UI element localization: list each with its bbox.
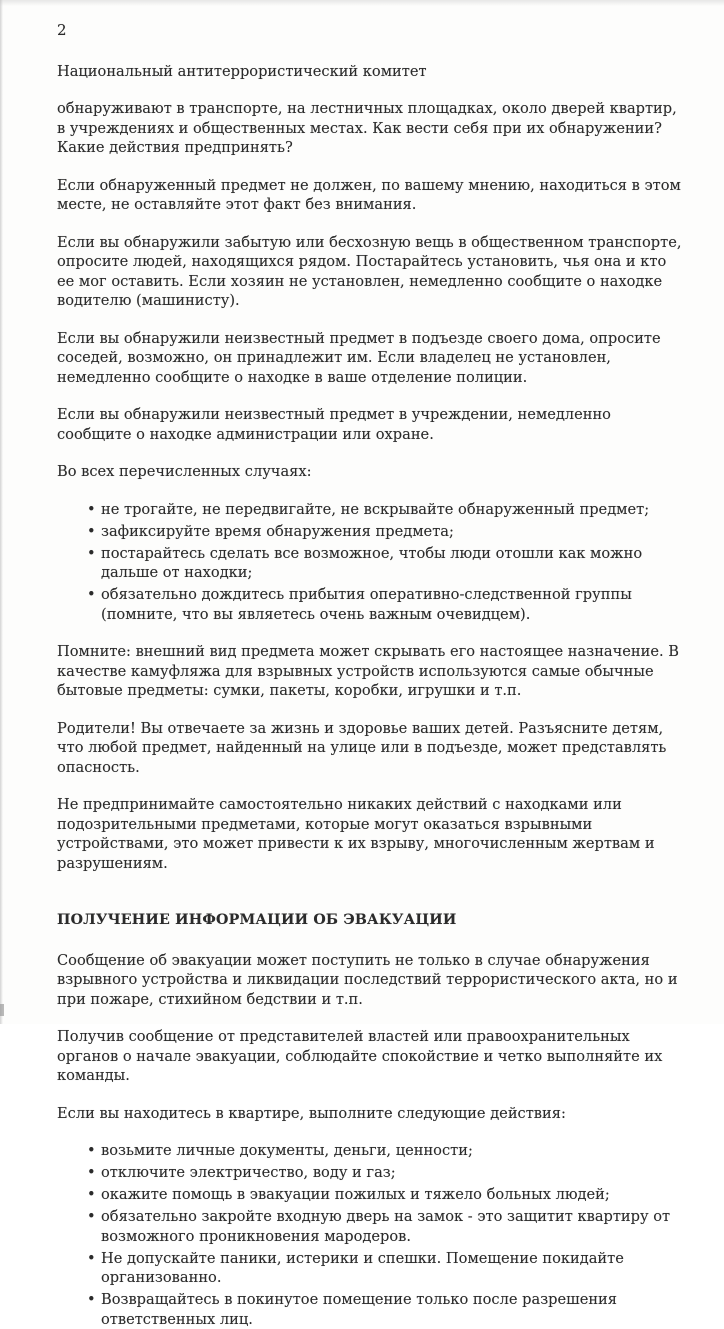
list-item xyxy=(87,1141,688,1161)
list-item-text: окажите помощь в эвакуации пожилых и тяжело больных людей; xyxy=(101,1186,610,1203)
paragraph-do-not-act-yourself: Не предпринимайте самостоятельно никаких действий с находками или подозрительными предметами, которые могут оказаться взрывными устройствами, это может привести к их взрыву, многочисленным жертвам и разрушениям. xyxy=(57,796,655,872)
list-item xyxy=(87,1185,688,1205)
list-item xyxy=(87,585,688,624)
paragraph-follow-authorities: Получив сообщение от представителей властей или правоохранительных органов о начале эвакуации, соблюдайте спокойствие и четко выполняйте их команды. xyxy=(57,1028,663,1084)
evacuation-actions-list xyxy=(57,1141,688,1329)
bullet-icon: • xyxy=(87,500,96,518)
paragraph-continuation-where-found: обнаруживают в транспорте, на лестничных площадках, около дверей квартир, в учреждениях и общественных местах. Как вести себя при их обнаружении? Какие действия предпринять? xyxy=(57,100,677,156)
section-heading-evacuation: ПОЛУЧЕНИЕ ИНФОРМАЦИИ ОБ ЭВАКУАЦИИ xyxy=(57,912,457,928)
paragraph-evacuation-message-sources: Сообщение об эвакуации может поступить не только в случае обнаружения взрывного устройства и ликвидации последствий террористического акта, но и при пожаре, стихийном бедствии и т.п. xyxy=(57,951,678,1008)
paragraph-all-cases-intro: Во всех перечисленных случаях: xyxy=(57,463,312,480)
page-number: 2 xyxy=(57,21,67,39)
paragraph-institution: Если вы обнаружили неизвестный предмет в учреждении, немедленно сообщите о находке администрации или охране. xyxy=(57,406,611,443)
bullet-icon: • xyxy=(87,1291,96,1308)
list-item xyxy=(87,544,688,583)
bullet-icon: • xyxy=(87,1164,96,1181)
paragraph-public-transport: Если вы обнаружили забытую или бесхозную вещь в общественном транспорте, опросите людей, находящихся рядом. Постарайтесь установить, чья она и кто ее мог оставить. Если хозяин не установлен, немедленно сообщите о находке водителю (машинисту). xyxy=(57,233,682,309)
list-item-text: возьмите личные документы, деньги, ценности; xyxy=(101,1142,473,1159)
list-item-text: отключите электричество, воду и газ; xyxy=(101,1164,396,1181)
list-item-text: Не допускайте паники, истерики и спешки. Помещение покидайте организованно. xyxy=(101,1249,624,1286)
paragraph-if-in-apartment-intro: Если вы находитесь в квартире, выполните следующие действия: xyxy=(57,1104,566,1122)
bullet-icon: • xyxy=(87,1208,96,1225)
paragraph-apartment-entrance: Если вы обнаружили неизвестный предмет в подъезде своего дома, опросите соседей, возможно, он принадлежит им. Если владелец не установлен, немедленно сообщите о находке в ваше отделение полиции. xyxy=(57,329,661,386)
list-item xyxy=(87,1207,688,1246)
list-item-text: постарайтесь сделать все возможное, чтобы люди отошли как можно дальше от находки; xyxy=(101,544,643,581)
bullet-icon: • xyxy=(87,1142,96,1159)
paragraph-parents-warning: Родители! Вы отвечаете за жизнь и здоровье ваших детей. Разъясните детям, что любой предмет, найденный на улице или в подъезде, может представлять опасность. xyxy=(57,719,667,776)
bullet-icon: • xyxy=(87,1249,96,1267)
bullet-icon: • xyxy=(87,1186,96,1203)
paragraph-do-not-ignore: Если обнаруженный предмет не должен, по вашему мнению, находиться в этом месте, не оставляйте этот факт без внимания. xyxy=(57,176,681,213)
bullet-icon: • xyxy=(87,544,96,562)
list-item xyxy=(87,522,688,542)
list-item-text: обязательно закройте входную дверь на замок - это защитит квартиру от возможного проникновения мародеров. xyxy=(101,1208,671,1245)
list-item xyxy=(87,1290,688,1329)
list-item xyxy=(87,1249,688,1288)
paragraph-remember-camouflage: Помните: внешний вид предмета может скрывать его настоящее назначение. В качестве камуфляжа для взрывных устройств используются самые обычные бытовые предметы: сумки, пакеты, коробки, игрушки и т.п. xyxy=(57,643,679,699)
list-item xyxy=(87,1163,688,1183)
list-item-text: обязательно дождитесь прибытия оперативно-следственной группы (помните, что вы являетесь очень важным очевидцем). xyxy=(101,586,632,623)
organization-line: Национальный антитеррористический комитет xyxy=(57,62,427,80)
list-item-text: зафиксируйте время обнаружения предмета; xyxy=(101,522,454,540)
list-item-text: не трогайте, не передвигайте, не вскрывайте обнаруженный предмет; xyxy=(101,500,650,518)
bullet-icon: • xyxy=(87,586,96,603)
bullet-icon: • xyxy=(87,522,96,540)
list-item xyxy=(87,500,688,520)
list-item-text: Возвращайтесь в покинутое помещение только после разрешения ответственных лиц. xyxy=(101,1291,617,1328)
rules-list xyxy=(57,500,688,625)
